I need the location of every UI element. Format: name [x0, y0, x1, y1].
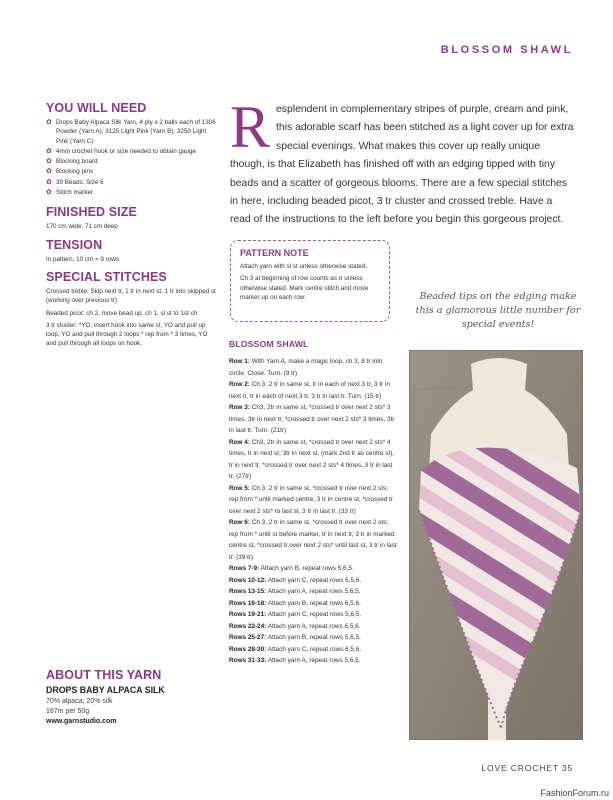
page-footer: LOVE CROCHET 35 [481, 763, 573, 773]
flower-bullet-icon: ✿ [46, 147, 52, 155]
finished-size-heading: FINISHED SIZE [46, 205, 137, 220]
pattern-note-box [230, 240, 390, 322]
pattern-row: Row 3: Ch3, 2tr in same st, *crossed tr over next 2 sts* 3 times, 3tr in next tr, *crossed tr over next 2 sts* 3 times, 3tr in last tr. Turn. (21tr) [229, 404, 395, 434]
finished-size-text: 170 cm wide, 71 cm deep [46, 223, 118, 231]
intro-text: esplendent in complementary stripes of purple, cream and pink, this adorable scarf has been stitched as a light cover up for extra special evenings. What makes this cover up really unique though, is that Elizabeth has finished off with an edging tipped with tiny beads and a scatter of gorgeous blooms. There are a few special stitches in here, including beaded picot, 3 tr cluster and crossed treble. Have a read of the instructions to the left before you begin this gorgeous project. [230, 104, 574, 226]
shawl-photo [409, 350, 583, 740]
special-stitch-item: Beaded picot: ch 2, move bead up, ch 1, sl st to 1st ch [46, 309, 198, 317]
watermark: FashionForum.ru [540, 788, 609, 798]
about-yarn-section [46, 668, 216, 728]
yarn-name: DROPS BABY ALPACA SILK [46, 685, 165, 695]
list-item: ✿ Stitch marker [46, 189, 94, 197]
yarn-website-link[interactable]: www.garnstudio.com [46, 718, 117, 726]
page-header-title: BLOSSOM SHAWL [440, 44, 573, 56]
pattern-row: Row 1: With Yarn A, make a magic loop, ch 3, 8 tr into circle. Close. Turn. (9 tr) [229, 358, 383, 377]
flower-bullet-icon: ✿ [46, 178, 52, 186]
flower-bullet-icon: ✿ [46, 189, 52, 197]
materials-list [46, 118, 218, 197]
pattern-row: Rows 25-27: Attach yarn B, repeat rows 5,6,5. [229, 634, 361, 641]
about-yarn-heading: ABOUT THIS YARN [46, 668, 162, 682]
flower-bullet-icon: ✿ [46, 158, 52, 166]
special-stitches-list [46, 287, 218, 349]
pattern-heading: BLOSSOM SHAWL [229, 339, 309, 349]
flower-bullet-icon: ✿ [46, 168, 52, 176]
materials-column [46, 101, 218, 352]
pattern-instructions [229, 339, 397, 667]
list-item: ✿ Blocking pins [46, 168, 94, 176]
pattern-row: Row 5: Ch 3, 2 tr in same st, *crossed tr over next 2 sts; rep from * until marked centre, 3 tr in centre st, *crossed tr over next 2 sts* to last st, 3 tr in last tr. (33 tr) [229, 484, 394, 515]
yarn-length: 167m per 50g [46, 708, 90, 716]
pattern-row: Rows 31-33: Attach yarn A, repeat rows 5,6,5. [229, 657, 361, 664]
intro-paragraph [230, 94, 574, 230]
list-item: ✿ 39 Beads: Size 6 [46, 178, 104, 186]
tension-heading: TENSION [46, 237, 103, 252]
pattern-row: Rows 22-24: Attach yarn A, repeat rows 6,5,6. [229, 622, 361, 630]
list-item: ✿ Blocking board [46, 158, 98, 166]
special-stitches-heading: SPECIAL STITCHES [46, 269, 167, 284]
special-stitch-item: 3 tr cluster: *YO, insert hook into same st, YO and pull up loop, YO and pull through 2 loops * rep from * 3 times, YO and pull through all loops on hook. [46, 321, 208, 348]
pattern-note-item: Attach yarn with sl st unless otherwise stated. [240, 263, 368, 270]
special-stitch-item: Crossed treble: Skip next tr, 1 tr in next st, 1 tr into skipped st (working over previous tr) [46, 287, 216, 305]
tension-text: In pattern, 10 cm = 9 rows [46, 255, 119, 263]
yarn-composition: 70% alpaca; 20% silk [46, 698, 113, 705]
pattern-row: Rows 13-15: Attach yarn A, repeat rows 5,6,5. [229, 588, 361, 595]
drop-cap: R [230, 94, 271, 160]
pattern-note-item: Ch 3 at beginning of row counts as tr unless otherwise stated. Mark centre stitch and move marker up on each row. [240, 275, 369, 301]
pattern-row: Row 6: Ch 3, 2 tr in same st, *crossed tr over next 2 sts; rep from * until st before marker, tr in next tr, 3 tr in marked centre st, *crossed tr over next 2 sts* until last st, 3 tr in last tr. (39 tr) [229, 519, 397, 561]
pattern-note-heading: PATTERN NOTE [240, 248, 309, 258]
pattern-row: Rows 10-12: Attach yarn C, repeat rows 6,5,6. [229, 576, 362, 584]
pattern-row: Rows 16-18: Attach yarn B, repeat rows 6,5,6. [229, 599, 361, 607]
pattern-row: Row 4: Ch3, 2tr in same st, *crossed tr over next 2 sts* 4 times, tr in next st, 3tr in next st, (mark 2nd tr as centre st), tr in next tr, *crossed tr over next 2 sts* 4 times, 3 tr in last tr. (27tr) [229, 438, 395, 480]
pattern-row: Rows 7-9: Attach yarn B, repeat rows 5,6,5. [229, 565, 354, 572]
photo-caption: Beaded tips on the edging make this a glamorous little number for special events! [415, 291, 581, 330]
pattern-row: Row 2: Ch 3, 2 tr in same st, tr in each of next 3 tr, 3 tr in next tr, tr in each of next 3 tr, 3 tr in last tr. Turn. (15 tr) [229, 381, 390, 400]
list-item: ✿ Drops Baby Alpaca Silk Yarn, 4 ply x 2 balls each of 1306 Powder (Yarn A); 3125 Light Pink (Yarn B); 3250 Light Pink (Yarn C) [46, 119, 216, 145]
you-will-need-heading: YOU WILL NEED [46, 101, 147, 115]
flower-bullet-icon: ✿ [46, 119, 52, 126]
list-item: ✿ 4mm crochet hook or size needed to obtain gauge [46, 147, 197, 155]
pattern-row: Rows 28-30: Attach yarn C, repeat rows 6,5,6. [229, 645, 362, 653]
pattern-row: Rows 19-21: Attach yarn C, repeat rows 5,6,5. [229, 611, 362, 618]
